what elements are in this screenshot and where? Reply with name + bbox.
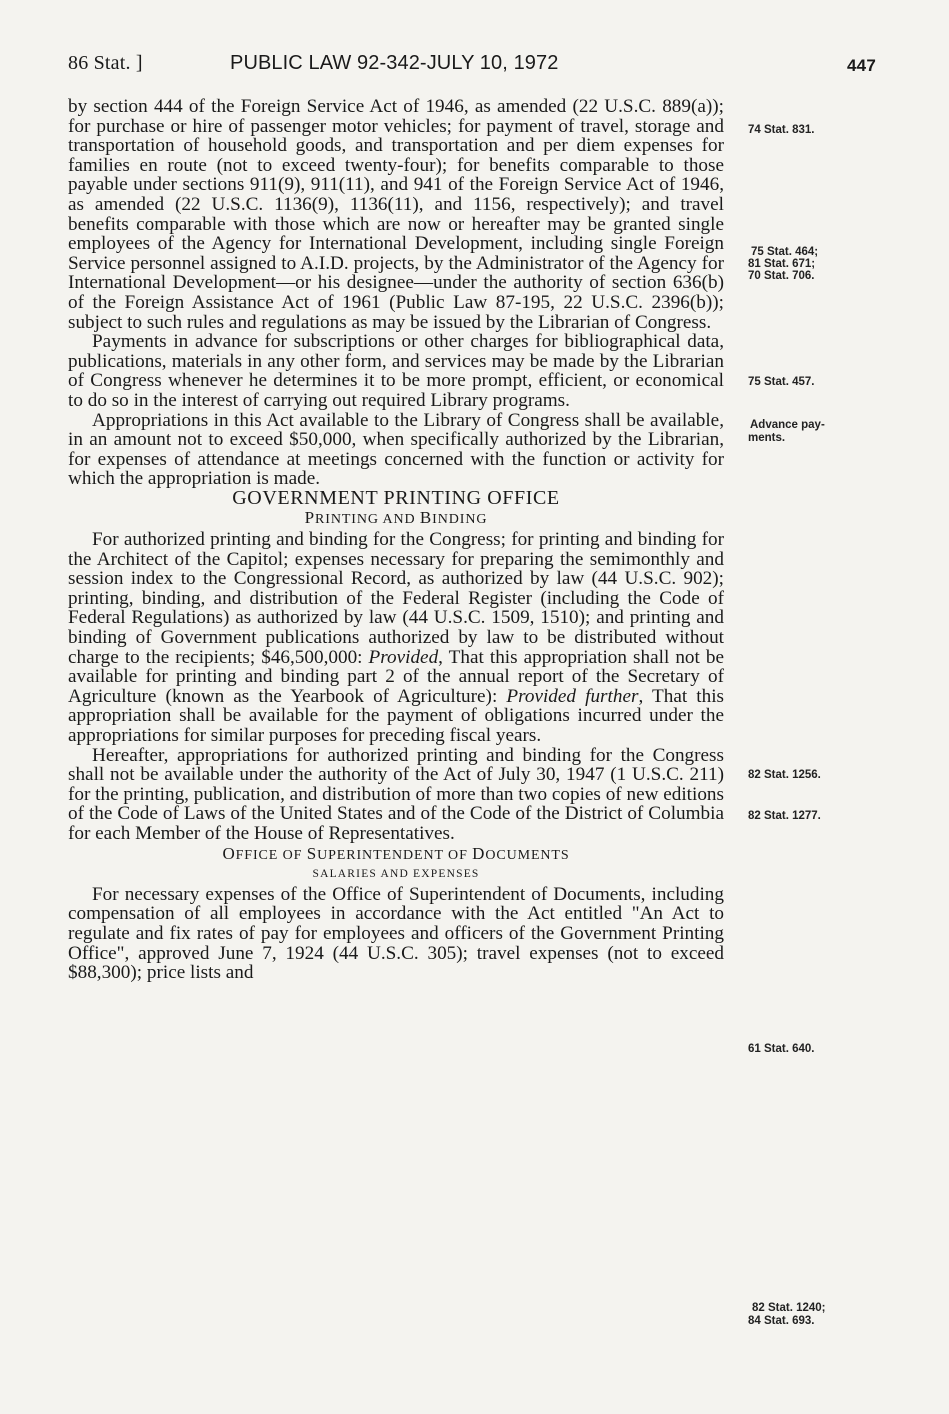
subheading-superintendent-of-documents: OFFICE OF SUPERINTENDENT OF DOCUMENTS [222,843,570,863]
paragraph-superintendent-expenses: For necessary expenses of the Office of Superintendent of Documents, including compensation of all employees in accordance with the Act entitled "An Act to regulate and fix rates of pay for employees and officers of the Government Printing Office", approved June 7, 1924 (44 U.S.C. 305); travel expenses (not to exceed $88,300); price lists and [68,883,724,984]
running-head [68,52,876,82]
paragraph-advance-payments: Payments in advance for subscriptions or other charges for bibliographical data, publications, materials in any other form, and services may be made by the Librarian of Congress whenever he determines it to be more prompt, efficient, or economical to do so in the interest of carrying out required Library programs. [68,331,724,411]
margin-note-citation: 81 Stat. 671; [748,258,816,270]
volume-reference: 86 Stat. ] [68,52,143,74]
margin-note-topic: Advance pay- [750,419,825,431]
margin-note-citation: 61 Stat. 640. [748,1043,815,1055]
subheading-salaries-and-expenses: SALARIES AND EXPENSES [312,868,480,881]
margin-note-citation: 75 Stat. 464; [751,246,819,258]
paragraph-attendance-at-meetings: Appropriations in this Act available to the Library of Congress shall be available, in an amount not to exceed $50,000, when specifically authorized by the Librarian, for expenses of attendance at meetings concerned with the function or activity for which the appropriation is made. [68,409,724,490]
section-heading-gpo: GOVERNMENT PRINTING OFFICE [232,486,560,509]
paragraph-foreign-service-benefits: by section 444 of the Foreign Service Act of 1946, as amended (22 U.S.C. 889(a)); for purchase or hire of passenger motor vehicles; for payment of travel, storage and transportation of household goods, and transportation and per diem expenses for families en route (not to exceed twenty-four); for benefits comparable to those payable under sections 911(9), 911(11), and 941 of the Foreign Service Act of 1946, as amended (22 U.S.C. 1136(9), 1136(11), and 1156, respectively); and travel benefits comparable with those which are now or hereafter may be granted single employees of the Agency for International Development, including single Foreign Service personnel assigned to A.I.D. projects, by the Administrator of the Agency for International Development—or his designee—under the authority of section 636(b) of the Foreign Assistance Act of 1961 (Public Law 87-195, 22 U.S.C. 2396(b)); subject to such rules and regulations as may be issued by the Librarian of Congress. [68,96,724,333]
margin-note-topic: ments. [748,432,786,444]
law-title: PUBLIC LAW 92-342-JULY 10, 1972 [230,52,559,74]
margin-note-citation: 84 Stat. 693. [748,1315,815,1327]
margin-note-citation: 82 Stat. 1277. [748,810,821,822]
margin-note-citation: 75 Stat. 457. [748,376,815,388]
paragraph-code-of-laws-copies: Hereafter, appropriations for authorized printing and binding for the Congress shall not be available under the authority of the Act of July 30, 1947 (1 U.S.C. 211) for the printing, publication, and distribution of more than two copies of new editions of the Code of Laws of the United States and of the Code of the District of Columbia for each Member of the House of Representatives. [68,744,724,844]
margin-note-citation: 82 Stat. 1256. [748,769,821,781]
margin-note-citation: 74 Stat. 831. [748,124,815,136]
page-number: 447 [847,56,876,75]
margin-note-citation: 70 Stat. 706. [748,270,815,282]
subheading-printing-and-binding: PRINTING AND BINDING [304,508,488,528]
body-text [68,97,724,983]
paragraph-printing-appropriation: For authorized printing and binding for the Congress; for printing and binding for the Architect of the Capitol; expenses necessary for preparing the semimonthly and session index to the Congressional Record, as authorized by law (44 U.S.C. 902); printing, binding, and distribution of the Federal Register (including the Code of Federal Regulations) as authorized by law (44 U.S.C. 1509, 1510); and printing and binding of Government publications authorized by law to be distributed without charge to the recipients; $46,500,000: Provided, That this appropriation shall not be available for printing and binding part 2 of the annual report of the Secretary of Agriculture (known as the Yearbook of Agriculture): Provided further, That this appropriation shall be available for the payment of obligations incurred under the appropriations for similar purposes for preceding fiscal years. [68,529,724,746]
margin-note-citation: 82 Stat. 1240; [752,1302,826,1314]
